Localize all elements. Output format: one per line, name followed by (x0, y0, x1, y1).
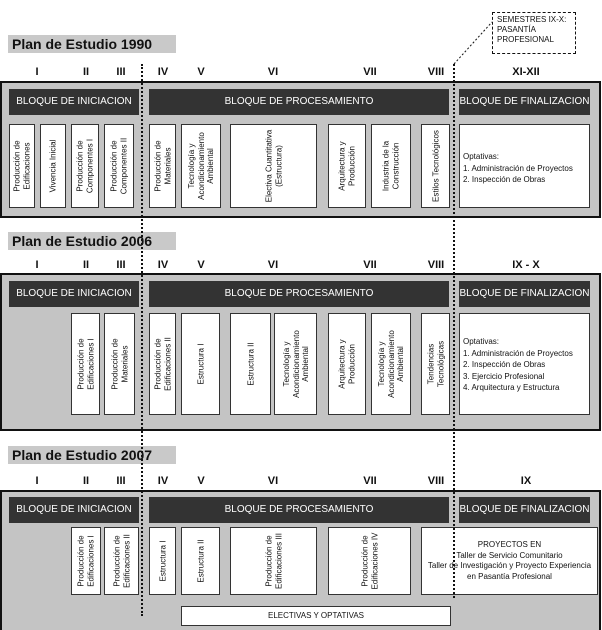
plan-1990-title: Plan de Estudio 1990 (8, 35, 176, 53)
course-box (9, 124, 35, 208)
course-label: Producción de Componentes II (109, 137, 128, 195)
semester-label: III (116, 475, 126, 487)
semester-label: VIII (427, 66, 445, 78)
course-label: Arquitectura y Producción (337, 141, 356, 191)
final-optativas-box (459, 313, 590, 415)
plan-2006-title: Plan de Estudio 2006 (8, 232, 176, 250)
course-box (371, 124, 411, 208)
course-box (104, 527, 139, 595)
semester-label: IX - X (512, 259, 540, 271)
semester-label: IV (157, 259, 169, 271)
course-box (149, 124, 176, 208)
block-iniciacion-bar: BLOQUE DE INICIACION (9, 281, 139, 307)
block-procesamiento-bar: BLOQUE DE PROCESAMIENTO (149, 497, 449, 523)
course-box (181, 124, 221, 208)
course-label: Arquitectura y Producción (337, 339, 356, 389)
semester-label: VIII (427, 259, 445, 271)
course-label: Producción de Materiales (110, 338, 129, 390)
course-box (328, 124, 366, 208)
course-label: Electiva Cuantitativa (Estructura) (264, 129, 283, 203)
semester-label: II (82, 259, 90, 271)
semester-label: V (197, 66, 205, 78)
course-box (371, 313, 411, 415)
course-label: Estilos Tecnológicos (430, 130, 440, 202)
course-box (230, 313, 271, 415)
semester-label: VI (267, 66, 279, 78)
course-label: Producción de Materiales (153, 140, 172, 192)
semester-label: VII (363, 475, 377, 487)
dotted-divider-iniciacion (141, 64, 143, 616)
course-label: Estructura I (195, 343, 205, 385)
course-box (181, 313, 220, 415)
block-procesamiento-bar: BLOQUE DE PROCESAMIENTO (149, 89, 449, 115)
block-finalizacion-bar: BLOQUE DE FINALIZACION (459, 281, 590, 307)
semester-label: III (116, 66, 126, 78)
note-line: SEMESTRES IX-X: (497, 15, 567, 24)
course-box (104, 124, 134, 208)
semesters-note (492, 12, 576, 54)
plan-2007-title: Plan de Estudio 2007 (8, 446, 176, 464)
course-label: Producción de Componentes I (75, 138, 94, 194)
course-box (181, 527, 220, 595)
semester-label: V (197, 475, 205, 487)
semester-label: XI-XII (512, 66, 540, 78)
block-iniciacion-bar: BLOQUE DE INICIACION (9, 497, 139, 523)
semester-label: IV (157, 66, 169, 78)
final-line: 1. Administración de Proyectos (463, 348, 573, 358)
course-box (230, 527, 317, 595)
final-proyectos-box (421, 527, 598, 595)
course-box (421, 313, 450, 415)
course-label: Estructura II (245, 342, 255, 386)
final-line: 3. Ejercicio Profesional (463, 371, 545, 381)
final-line: PROYECTOS EN (477, 540, 542, 549)
course-box (328, 313, 366, 415)
course-box (71, 124, 99, 208)
semester-label: VII (363, 66, 377, 78)
final-line: Optativas: (463, 152, 500, 161)
final-line: en Pasantía Profesional (467, 571, 552, 581)
final-optativas-box (459, 124, 590, 208)
semester-label: VI (267, 475, 279, 487)
course-label: Tecnología y Acondicionamiento Ambiental (186, 132, 215, 200)
note-line: PASANTÍA (497, 25, 536, 34)
course-label: Tecnología y Acondicionamiento Ambiental (281, 330, 310, 398)
final-line: Taller de Investigación y Proyecto Experiencia (427, 561, 592, 570)
semester-label: I (35, 475, 39, 487)
course-box (328, 527, 411, 595)
course-label: Producción de Edificaciones II (112, 534, 131, 588)
semester-label: IX (520, 475, 532, 487)
course-box (40, 124, 66, 208)
semester-label: VIII (427, 475, 445, 487)
course-box (274, 313, 317, 415)
course-label: Producción de Edificaciones III (264, 532, 283, 590)
course-label: Producción de Edificaciones II (153, 337, 172, 391)
course-box (230, 124, 317, 208)
block-iniciacion-bar: BLOQUE DE INICIACION (9, 89, 139, 115)
semester-label: III (116, 259, 126, 271)
semester-label: IV (157, 475, 169, 487)
block-finalizacion-bar: BLOQUE DE FINALIZACION (459, 89, 590, 115)
course-box (71, 527, 101, 595)
block-finalizacion-bar: BLOQUE DE FINALIZACION (459, 497, 590, 523)
semester-label: I (35, 259, 39, 271)
course-label: Industria de la Construcción (381, 140, 400, 192)
course-box (149, 527, 176, 595)
course-box (71, 313, 100, 415)
dotted-divider-finalizacion (453, 64, 455, 598)
course-label: Vivencia Inicial (48, 139, 58, 193)
final-line: 2. Inspección de Obras (463, 360, 546, 369)
final-line: Taller de Servicio Comunitario (456, 550, 563, 560)
semester-label: VI (267, 259, 279, 271)
electivas-box: ELECTIVAS Y OPTATIVAS (181, 606, 451, 626)
semester-label: II (82, 475, 90, 487)
course-label: Estructura II (195, 539, 205, 583)
course-label: Tecnología y Acondicionamiento Ambiental (376, 330, 405, 398)
semester-label: V (197, 259, 205, 271)
final-line: Optativas: (463, 337, 500, 346)
final-line: 4. Arquitectura y Estructura (463, 383, 560, 392)
course-label: Producción de Edificaciones I (76, 535, 95, 587)
course-box (104, 313, 135, 415)
course-label: Estructura I (157, 540, 167, 582)
final-line: 2. Inspección de Obras (463, 175, 546, 184)
semester-label: II (82, 66, 90, 78)
final-line: 1. Administración de Proyectos (463, 163, 573, 173)
semester-label: VII (363, 259, 377, 271)
course-box (421, 124, 450, 208)
course-label: Producción de Edificaciones I (76, 338, 95, 390)
course-label: Producción de Edificaciones IV (360, 532, 379, 590)
course-label: Tendencias Tecnológicas (426, 340, 445, 388)
course-box (149, 313, 176, 415)
course-label: Producción de Edificaciones (12, 140, 31, 192)
note-line: PROFESIONAL (497, 35, 554, 44)
semester-label: I (35, 66, 39, 78)
block-procesamiento-bar: BLOQUE DE PROCESAMIENTO (149, 281, 449, 307)
